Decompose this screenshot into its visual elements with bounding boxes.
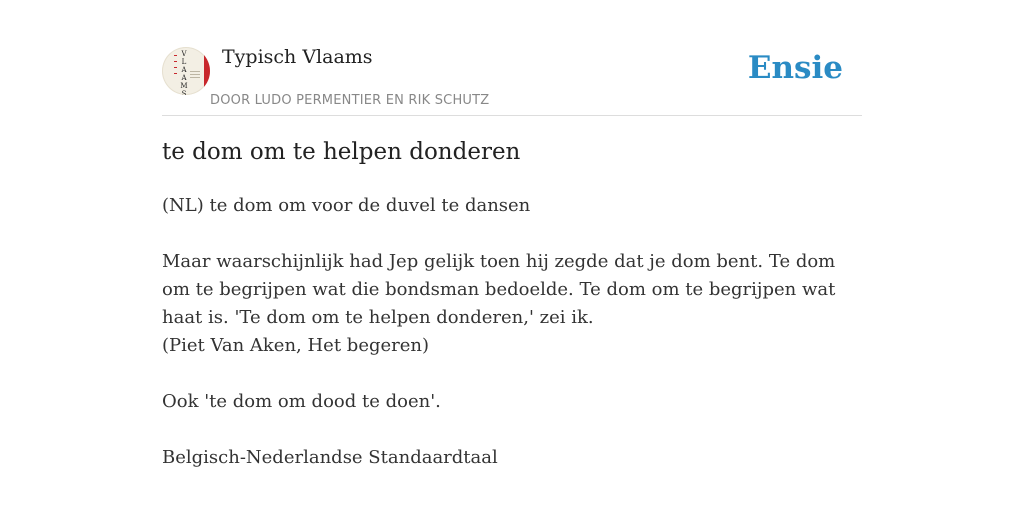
variant-note: Ook 'te dom om dood te doen'.: [162, 391, 441, 412]
brand-logo[interactable]: Ensie: [747, 50, 843, 86]
cover-tick: [174, 55, 177, 56]
cover-tick: [174, 61, 177, 62]
paragraph-gap: [162, 360, 862, 388]
nl-variant: (NL) te dom om voor de duvel te dansen: [162, 195, 531, 216]
cover-letters: V L A A M S: [180, 50, 188, 95]
cover-fine-line: [190, 71, 200, 72]
cover-fine-line: [190, 74, 200, 75]
cover-red-band: [204, 47, 210, 95]
book-title[interactable]: Typisch Vlaams: [222, 46, 373, 68]
register-label: Belgisch-Nederlandse Standaardtaal: [162, 447, 498, 468]
paragraph-gap: [162, 220, 862, 248]
cover-fine-line: [190, 77, 200, 78]
entry-card: [162, 0, 862, 512]
book-authors: DOOR LUDO PERMENTIER EN RIK SCHUTZ: [210, 93, 490, 108]
entry-title: te dom om te helpen donderen: [162, 139, 521, 165]
entry-body: [162, 192, 862, 472]
cover-tick: [174, 67, 177, 68]
paragraph-gap: [162, 416, 862, 444]
book-cover-icon[interactable]: [162, 47, 210, 95]
quote-source: (Piet Van Aken, Het begeren): [162, 335, 430, 356]
cover-tick: [174, 73, 177, 74]
entry-header: [162, 45, 862, 116]
quote-text: Maar waarschijnlijk had Jep gelijk toen hij zegde dat je dom bent. Te dom om te begrijpen wat die bondsman bedoelde. Te dom om te begrijpen wat haat is. 'Te dom om te helpen donderen,' zei ik.: [162, 251, 836, 328]
